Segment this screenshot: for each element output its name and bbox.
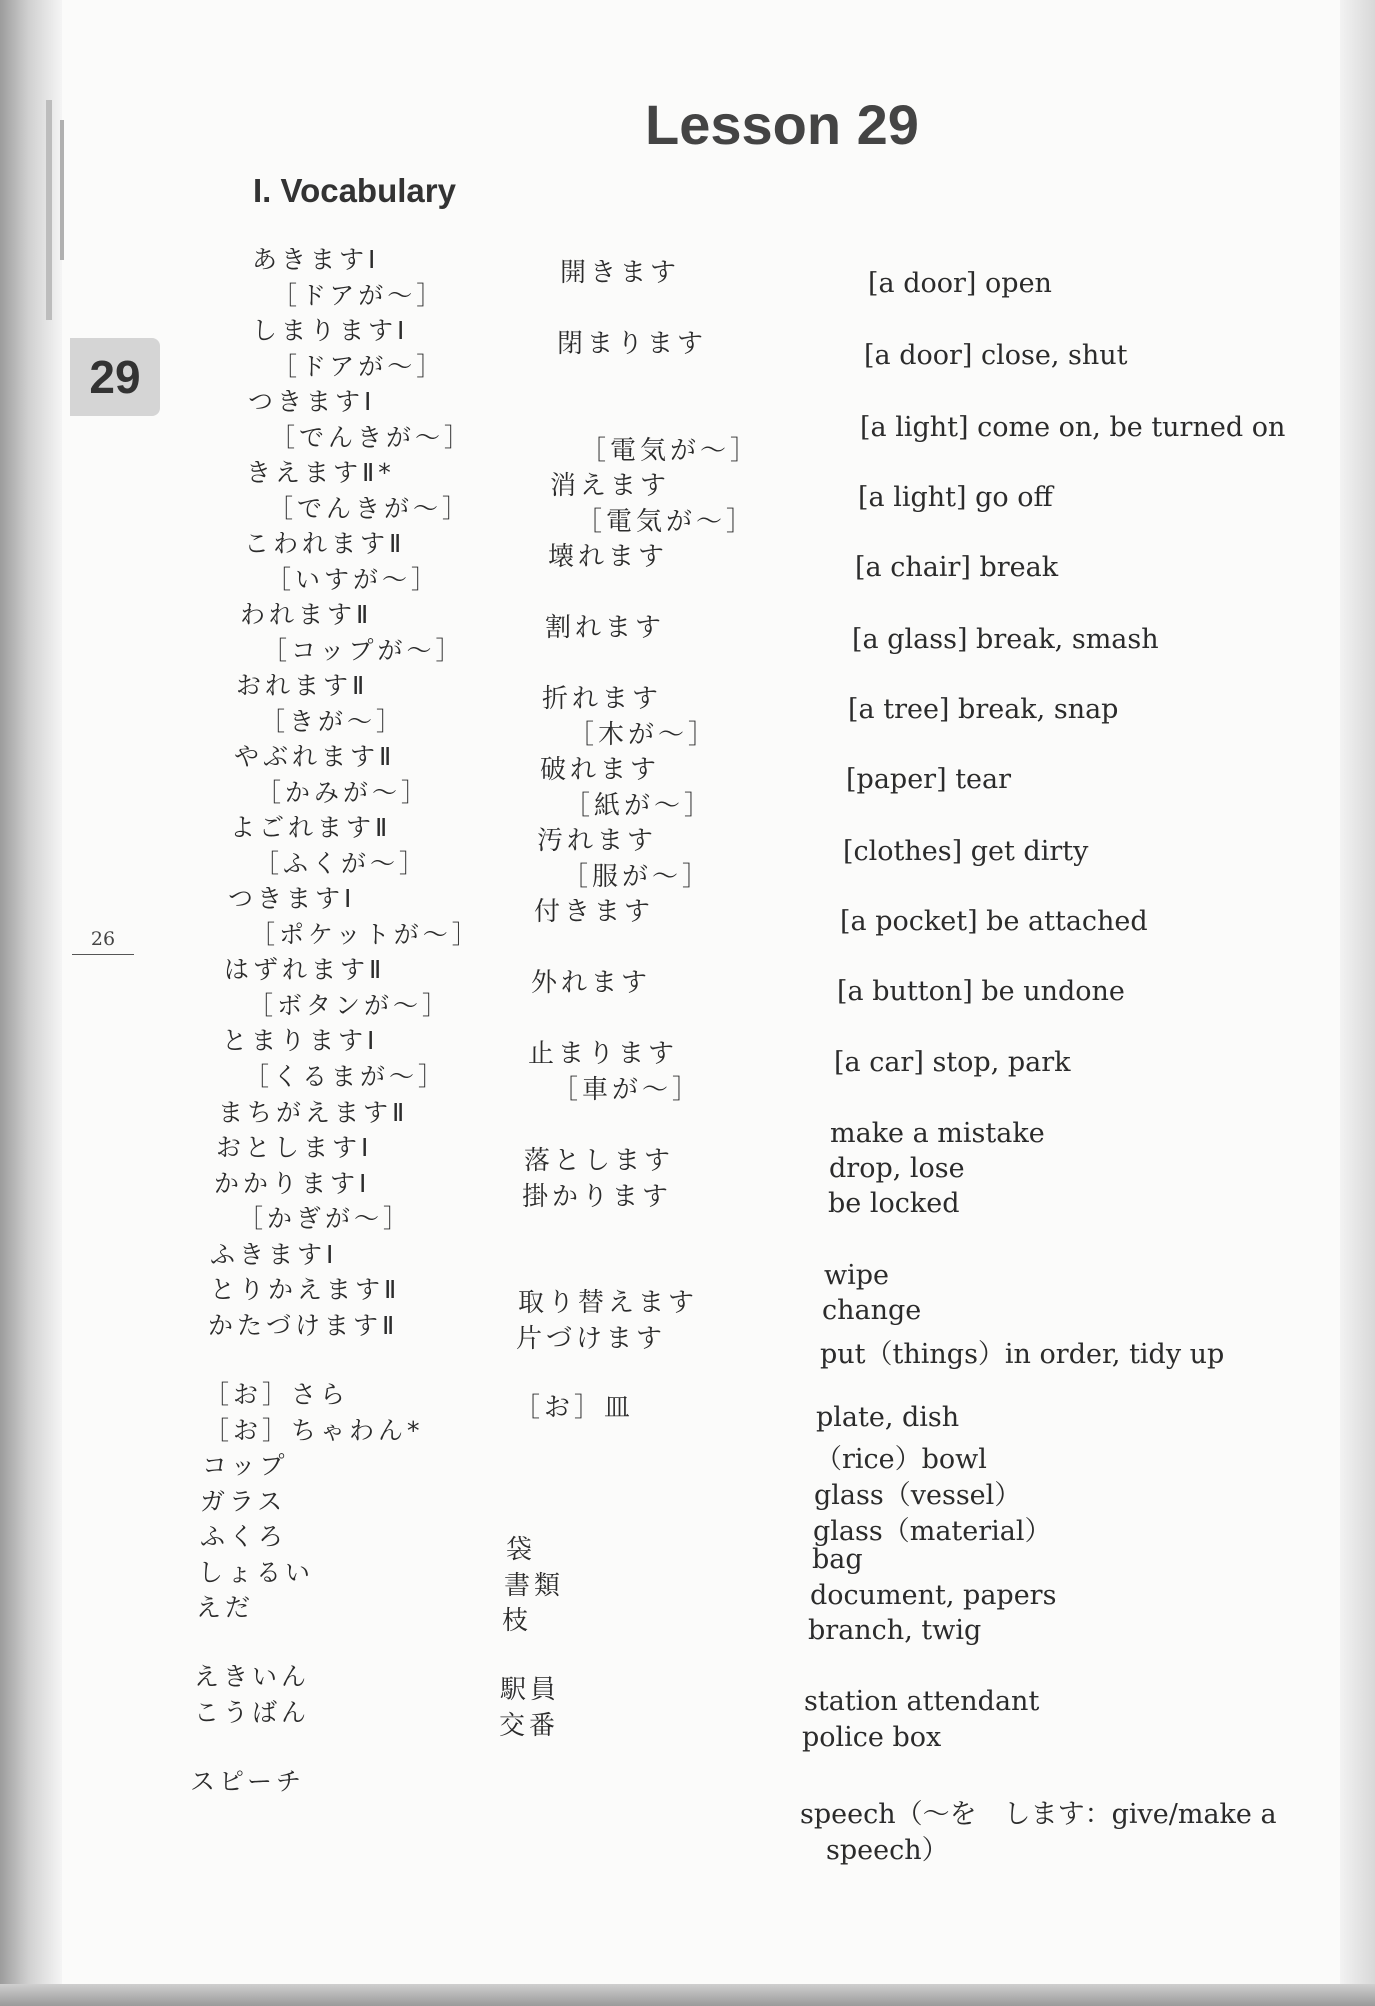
vocab-kanji: ［お］皿 — [514, 1393, 635, 1423]
vocab-kanji: 閉まります — [557, 329, 708, 359]
vocab-reading: ふくろ — [200, 1522, 288, 1551]
vocab-meaning: glass（vessel） — [814, 1480, 1022, 1511]
vocab-kanji: 枝 — [502, 1606, 533, 1636]
vocab-meaning: [a car] stop, park — [834, 1047, 1071, 1078]
vocab-kanji: 書類 — [504, 1571, 565, 1601]
vocab-kanji: 掛かります — [522, 1182, 673, 1212]
vocab-kanji: 破れます — [540, 755, 661, 785]
vocab-kanji: 交番 — [499, 1711, 560, 1741]
vocab-reading: おれますⅡ — [236, 671, 369, 700]
vocab-reading-note: ［きが～］ — [260, 707, 406, 736]
vocab-reading: とりかえますⅡ — [210, 1275, 401, 1304]
vocab-reading: よごれますⅡ — [230, 813, 392, 842]
vocab-reading: しまりますⅠ — [252, 316, 409, 345]
vocab-kanji: 袋 — [506, 1535, 537, 1565]
vocab-reading: ［お］ちゃわん* — [204, 1416, 424, 1445]
vocab-meaning: [a door] open — [868, 268, 1052, 299]
vocab-reading: コップ — [202, 1451, 289, 1480]
vocab-meaning: station attendant — [804, 1686, 1040, 1717]
vocab-reading-note: ［くるまが～］ — [244, 1062, 448, 1091]
vocab-kanji-note: ［車が～］ — [552, 1075, 703, 1105]
vocab-reading: スピーチ — [190, 1767, 306, 1796]
vocab-reading: ［お］さら — [204, 1380, 350, 1409]
vocab-reading-note: ［ドアが～］ — [272, 281, 446, 310]
vocab-reading: しょるい — [198, 1558, 315, 1587]
vocab-meaning: drop, lose — [829, 1153, 965, 1184]
vocab-meaning: glass（material） — [813, 1516, 1052, 1547]
vocab-meaning: [a door] close, shut — [864, 340, 1128, 371]
vocab-reading: えきいん — [194, 1662, 311, 1691]
lesson-title: Lesson 29 — [645, 93, 919, 156]
book-spine-shadow — [0, 0, 62, 2006]
vocab-meaning: put（things）in order, tidy up — [820, 1339, 1225, 1370]
lesson-tab: 29 — [70, 338, 160, 416]
vocab-kanji: 折れます — [542, 684, 663, 714]
vocab-reading: ガラス — [200, 1487, 287, 1516]
page-number: 26 — [72, 928, 134, 955]
vocab-meaning: be locked — [828, 1188, 960, 1219]
vocab-reading: こわれますⅡ — [244, 529, 406, 558]
vocab-meaning: [paper] tear — [846, 764, 1012, 795]
vocab-kanji: 取り替えます — [518, 1288, 699, 1318]
vocab-kanji: 消えます — [550, 471, 671, 501]
vocab-kanji: 外れます — [531, 968, 652, 998]
vocab-reading: ふきますⅠ — [210, 1240, 338, 1269]
vocab-meaning: speech（～を します：give/make a — [800, 1799, 1277, 1830]
page-right-edge — [1340, 0, 1375, 2006]
vocab-meaning: [a chair] break — [855, 552, 1059, 583]
vocab-meaning: [a button] be undone — [837, 976, 1125, 1007]
vocab-meaning: [clothes] get dirty — [843, 836, 1089, 867]
vocab-kanji: 片づけます — [516, 1324, 667, 1354]
vocab-reading-note: ［コップが～］ — [262, 636, 465, 665]
vocab-kanji: 汚れます — [537, 826, 658, 856]
vocab-reading: えだ — [196, 1593, 255, 1622]
vocab-meaning: （rice）bowl — [815, 1444, 987, 1475]
vocab-kanji: 付きます — [534, 897, 655, 927]
vocab-reading: かたづけますⅡ — [208, 1311, 399, 1340]
vocab-reading-note: ［かぎが～］ — [238, 1204, 413, 1233]
section-title: I. Vocabulary — [253, 172, 456, 209]
vocab-reading: つきますⅠ — [228, 884, 356, 913]
vocab-reading: こうばん — [194, 1698, 311, 1727]
vocab-kanji-note: ［電気が～］ — [576, 507, 757, 537]
vocab-meaning: plate, dish — [816, 1402, 960, 1433]
vocab-reading-note: ［かみが～］ — [256, 778, 431, 807]
vocab-meaning: wipe — [824, 1260, 890, 1291]
page-edge — [60, 120, 64, 260]
vocab-reading: とまりますⅠ — [222, 1026, 379, 1055]
vocab-meaning: [a glass] break, smash — [852, 624, 1159, 655]
vocab-meaning: [a light] come on, be turned on — [860, 412, 1286, 443]
vocab-reading: つきますⅠ — [248, 387, 376, 416]
page-edge — [46, 100, 52, 320]
vocab-meaning: make a mistake — [830, 1118, 1045, 1149]
vocab-meaning: document, papers — [810, 1580, 1057, 1611]
vocab-reading-note: ［ドアが～］ — [272, 352, 446, 381]
vocab-reading-note: ［でんきが～］ — [270, 423, 474, 452]
vocab-meaning: change — [822, 1295, 922, 1326]
vocab-kanji: 割れます — [545, 613, 666, 643]
vocab-reading: かかりますⅠ — [214, 1169, 371, 1198]
vocab-kanji: 落とします — [524, 1146, 675, 1176]
vocab-kanji: 壊れます — [548, 542, 669, 572]
vocab-meaning: [a pocket] be attached — [840, 906, 1148, 937]
vocab-reading: きえますⅡ* — [246, 458, 395, 487]
vocab-meaning: branch, twig — [808, 1615, 982, 1646]
vocab-reading: あきますⅠ — [252, 245, 380, 274]
vocab-reading-note: ［ポケットが～］ — [250, 920, 481, 949]
vocab-kanji-note: ［電気が～］ — [580, 436, 761, 466]
vocab-meaning-continued: speech） — [826, 1835, 949, 1866]
page-bottom-edge — [0, 1984, 1375, 2006]
vocab-reading-note: ［いすが～］ — [266, 565, 441, 594]
vocab-meaning: police box — [802, 1722, 942, 1753]
vocab-kanji: 止まります — [528, 1039, 679, 1069]
vocab-reading: われますⅡ — [240, 600, 373, 629]
vocab-reading-note: ［でんきが～］ — [268, 494, 472, 523]
vocab-kanji-note: ［木が～］ — [568, 720, 719, 750]
vocab-reading: まちがえますⅡ — [218, 1098, 409, 1127]
vocab-reading: おとしますⅠ — [216, 1133, 373, 1162]
vocab-reading-note: ［ボタンが～］ — [248, 991, 452, 1020]
vocab-meaning: bag — [812, 1544, 863, 1575]
vocab-reading-note: ［ふくが～］ — [254, 849, 429, 878]
vocab-reading: やぶれますⅡ — [234, 742, 396, 771]
vocab-meaning: [a tree] break, snap — [848, 694, 1119, 725]
vocab-kanji: 駅員 — [500, 1675, 561, 1705]
vocab-kanji-note: ［服が～］ — [562, 862, 713, 892]
vocab-reading: はずれますⅡ — [224, 955, 386, 984]
vocab-kanji: 開きます — [560, 258, 681, 288]
vocab-kanji-note: ［紙が～］ — [564, 791, 715, 821]
vocab-meaning: [a light] go off — [858, 482, 1053, 513]
